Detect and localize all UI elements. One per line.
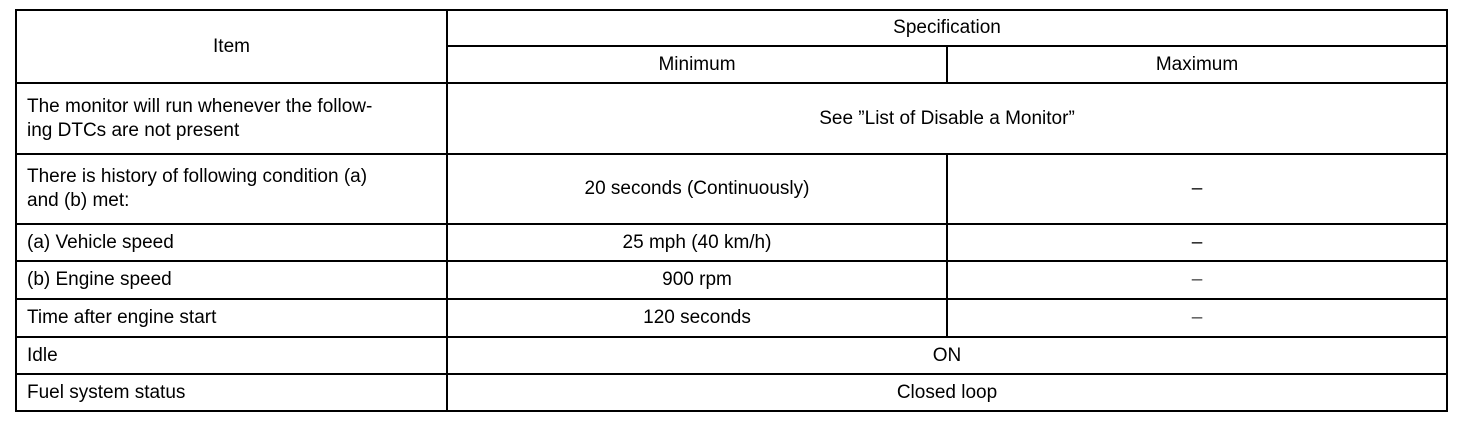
row-item: Time after engine start — [16, 299, 447, 337]
table-row — [16, 83, 1447, 154]
row-item: Idle — [16, 337, 447, 374]
header-item: Item — [16, 10, 447, 83]
table-row — [16, 337, 1447, 374]
header-specification: Specification — [447, 10, 1447, 46]
row-item: (a) Vehicle speed — [16, 224, 447, 261]
specification-table — [15, 9, 1448, 412]
row-minimum-value: 900 rpm — [447, 261, 947, 299]
table-row — [16, 224, 1447, 261]
row-item: (b) Engine speed — [16, 261, 447, 299]
row-maximum-value: – — [947, 261, 1447, 299]
table-row — [16, 374, 1447, 411]
row-minimum-value: 20 seconds (Continuously) — [447, 154, 947, 224]
row-item-line: ing DTCs are not present — [27, 119, 240, 141]
row-item-line: and (b) met: — [27, 190, 130, 211]
row-item-line: The monitor will run whenever the follow- — [27, 95, 373, 117]
row-item-line: There is history of following condition (a) — [27, 166, 368, 187]
row-merged-value: Closed loop — [447, 374, 1447, 411]
row-item-cell — [16, 154, 447, 224]
row-maximum-value: – — [947, 154, 1447, 224]
row-minimum-value: 25 mph (40 km/h) — [447, 224, 947, 261]
row-minimum-value: 120 seconds — [447, 299, 947, 337]
header-maximum: Maximum — [947, 46, 1447, 83]
table-row — [16, 299, 1447, 337]
table-row — [16, 154, 1447, 224]
header-minimum: Minimum — [447, 46, 947, 83]
row-merged-value: ON — [447, 337, 1447, 374]
row-item-cell — [16, 83, 447, 154]
row-item: Fuel system status — [16, 374, 447, 411]
row-maximum-value: – — [947, 224, 1447, 261]
header-row — [16, 10, 1447, 46]
row-merged-value: See ”List of Disable a Monitor” — [447, 83, 1447, 154]
table-row — [16, 261, 1447, 299]
row-maximum-value: – — [947, 299, 1447, 337]
